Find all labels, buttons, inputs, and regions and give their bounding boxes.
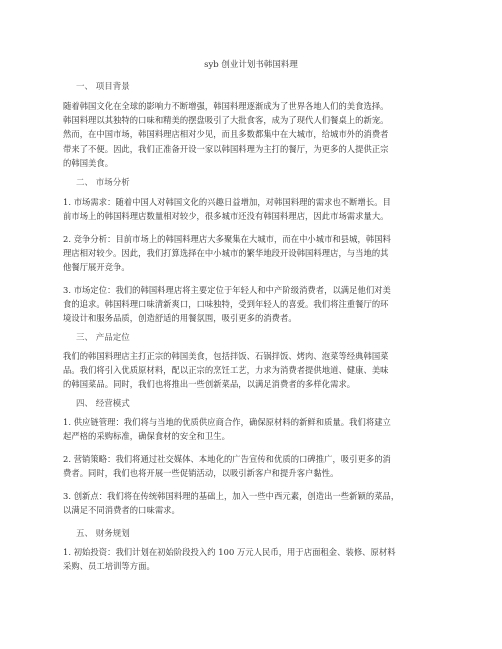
text-line: 品。我们将引入优质原材料，配以正宗的烹饪工艺，力求为消费者提供地道、健康、美味 xyxy=(63,365,389,376)
text-line: 韩国料理以其独特的口味和精美的摆盘吸引了大批食客，成为了现代人们餐桌上的新宠。 xyxy=(63,115,389,126)
paragraph-marketing xyxy=(63,452,447,480)
section-heading-product-positioning: 三、 产品定位 xyxy=(76,333,130,343)
text-line: 的韩国美食。 xyxy=(63,157,114,168)
paragraph-market-demand xyxy=(63,195,447,223)
section-heading-background: 一、 项目背景 xyxy=(76,82,130,92)
text-line: 1. 初始投资：我们计划在初始阶段投入约 100 万元人民币，用于店面租金、装修、原材料 xyxy=(63,547,396,557)
text-line: 3. 市场定位：我们的韩国料理店将主要定位于年轻人和中产阶级消费者，以满足他们对美 xyxy=(63,285,391,295)
paragraph-background xyxy=(63,99,447,170)
text-line: 然而，在中国市场，韩国料理店相对少见，而且多数都集中在大城市，给城市外的消费者 xyxy=(63,129,389,140)
text-line: 2. 营销策略：我们将通过社交媒体、本地化的广告宣传和优质的口碑推广，吸引更多的消 xyxy=(63,454,391,464)
text-line: 境设计和服务品质，创造舒适的用餐氛围，吸引更多的消费者。 xyxy=(63,313,297,324)
text-line: 2. 竞争分析：目前市场上的韩国料理店大多聚集在大城市，而在中小城市和县城，韩国料 xyxy=(63,234,391,244)
text-line: 采购、员工培训等方面。 xyxy=(63,561,155,572)
paragraph-market-positioning xyxy=(63,283,447,326)
text-line: 前市场上的韩国料理店数量相对较少，很多城市还没有韩国料理店，因此市场需求量大。 xyxy=(63,211,389,222)
section-heading-business-model: 四、 经营模式 xyxy=(76,399,130,409)
text-line: 1. 供应链管理：我们将与当地的优质供应商合作，确保原材料的新鲜和质量。我们将建立 xyxy=(63,417,391,427)
text-line: 1. 市场需求：随着中国人对韩国文化的兴趣日益增加，对韩国料理的需求也不断增长。目 xyxy=(63,197,391,207)
text-line: 3. 创新点：我们将在传统韩国料理的基础上，加入一些中西元素，创造出一些新颖的菜品， xyxy=(63,491,400,501)
text-line: 食的追求。韩国料理口味清新爽口，口味独特，受到年轻人的喜爱。我们将注重餐厅的环 xyxy=(63,299,389,310)
text-line: 以满足不同消费者的口味需求。 xyxy=(63,505,180,516)
text-line: 他餐厅展开竞争。 xyxy=(63,262,130,273)
section-heading-financial-plan: 五、 财务规划 xyxy=(76,529,130,539)
paragraph-supply-chain xyxy=(63,415,447,443)
text-line: 理店相对较少。因此，我们打算选择在中小城市的繁华地段开设韩国料理店，与当地的其 xyxy=(63,248,389,259)
text-line: 起严格的采购标准，确保食材的安全和卫生。 xyxy=(63,431,230,442)
text-line: 随着韩国文化在全球的影响力不断增强，韩国料理逐渐成为了世界各地人们的美食选择。 xyxy=(63,101,389,111)
document-title: syb 创业计划书韩国料理 xyxy=(204,60,298,70)
paragraph-product xyxy=(63,349,447,392)
paragraph-competition xyxy=(63,232,447,275)
text-line: 我们的韩国料理店主打正宗的韩国美食，包括拌饭、石锅拌饭、烤肉、泡菜等经典韩国菜 xyxy=(63,351,389,361)
text-line: 的韩国菜品。同时，我们也将推出一些创新菜品，以满足消费者的多样化需求。 xyxy=(63,379,356,390)
section-heading-market-analysis: 二、 市场分析 xyxy=(76,178,130,188)
paragraph-initial-investment xyxy=(63,545,447,573)
paragraph-innovation xyxy=(63,489,447,517)
text-line: 费者。同时，我们也将开展一些促销活动，以吸引新客户和提升客户黏性。 xyxy=(63,468,339,479)
text-line: 带来了不便。因此，我们正准备开设一家以韩国料理为主打的餐厅，为更多的人提供正宗 xyxy=(63,143,389,154)
